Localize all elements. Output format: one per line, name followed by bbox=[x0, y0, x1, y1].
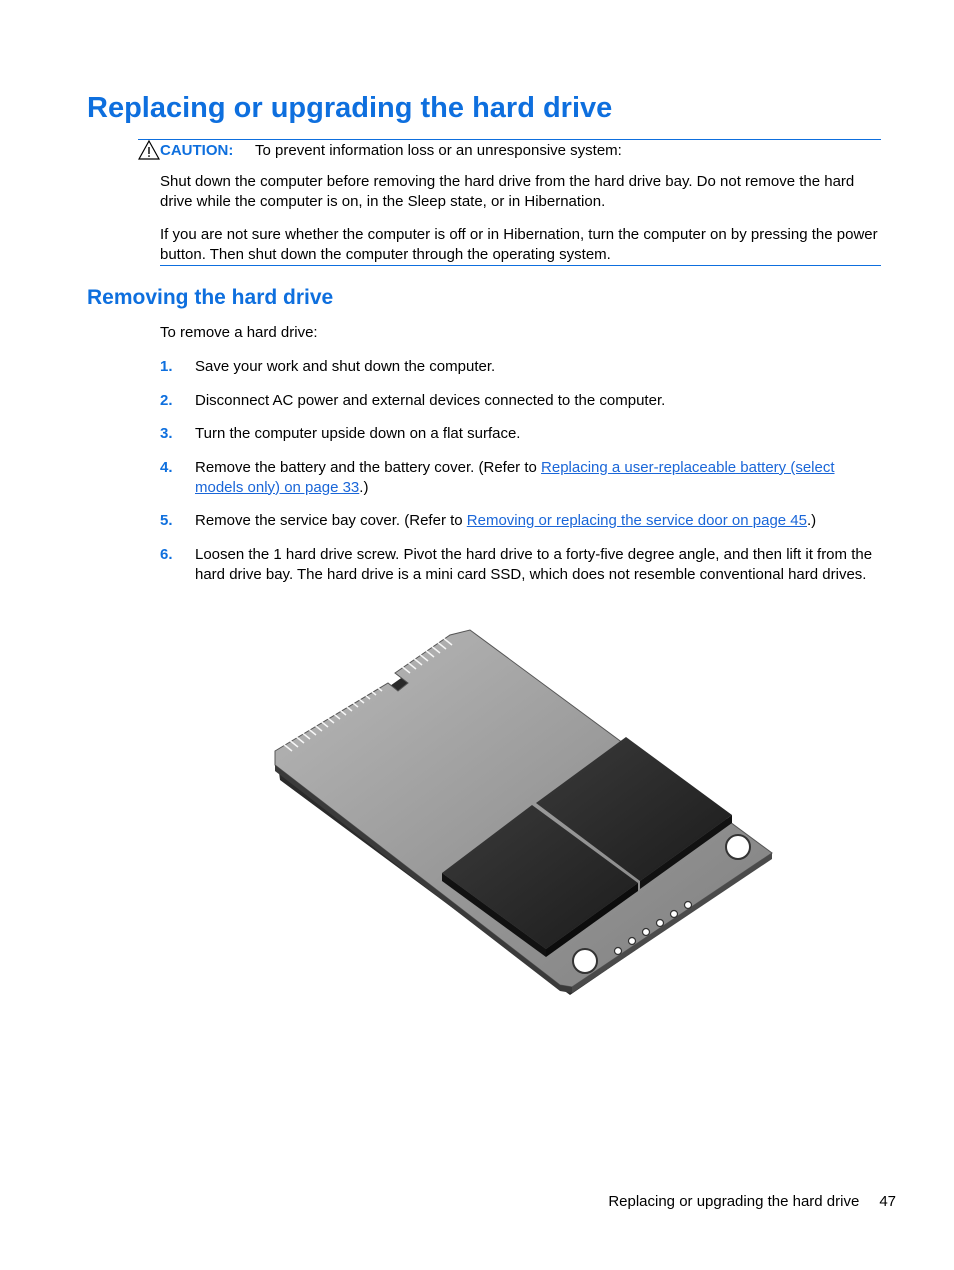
step-text-pre: Remove the battery and the battery cover. (Refer to bbox=[195, 459, 542, 476]
service-door-link[interactable]: Removing or replacing the service door on page 45 bbox=[466, 512, 807, 529]
caution-label: CAUTION: bbox=[160, 141, 234, 159]
caution-bottom-rule bbox=[160, 265, 881, 266]
step-text: Loosen the 1 hard drive screw. Pivot the hard drive to a forty-five degree angle, and then lift it from the hard drive bay. The hard drive is a mini card SSD, which does not resemble conventional hard drives. bbox=[195, 546, 873, 583]
intro-text: To remove a hard drive: bbox=[160, 324, 318, 341]
step-text-post: .) bbox=[806, 512, 817, 529]
step-number: 4. bbox=[160, 459, 173, 476]
caution-paragraph: Shut down the computer before removing the hard drive from the hard drive bay. Do not remove the hard drive while the computer is on, in the Sleep state, or in Hibernation. bbox=[160, 173, 855, 210]
step-text bbox=[195, 511, 885, 531]
page-title: Replacing or upgrading the hard drive bbox=[87, 92, 613, 124]
caution-text: To prevent information loss or an unresponsive system: bbox=[255, 141, 622, 159]
battery-replacement-link[interactable]: Replacing a user-replaceable battery (select models only) on page 33 bbox=[195, 459, 835, 496]
section-heading: Removing the hard drive bbox=[87, 286, 334, 309]
step-number: 5. bbox=[160, 512, 173, 529]
step-text bbox=[195, 458, 885, 497]
step-text: Turn the computer upside down on a flat surface. bbox=[195, 425, 521, 442]
step-number: 2. bbox=[160, 392, 173, 409]
page-footer bbox=[500, 1192, 896, 1211]
step-number: 1. bbox=[160, 358, 173, 375]
warning-triangle-icon bbox=[138, 139, 160, 161]
step-number: 3. bbox=[160, 425, 173, 442]
step-text-pre: Remove the service bay cover. (Refer to bbox=[195, 512, 467, 529]
mini-card-ssd-illustration bbox=[270, 625, 780, 995]
step-text-post: .) bbox=[359, 478, 369, 496]
step-number: 6. bbox=[160, 546, 173, 563]
caution-notice bbox=[138, 139, 622, 161]
step-text: Disconnect AC power and external devices connected to the computer. bbox=[195, 392, 666, 409]
caution-paragraph: If you are not sure whether the computer is off or in Hibernation, turn the computer on by pressing the power button. Then shut down the computer through the operating system. bbox=[160, 226, 878, 263]
footer-title: Replacing or upgrading the hard drive bbox=[608, 1193, 860, 1210]
step-text: Save your work and shut down the computer. bbox=[195, 358, 496, 375]
page-number: 47 bbox=[879, 1193, 896, 1210]
